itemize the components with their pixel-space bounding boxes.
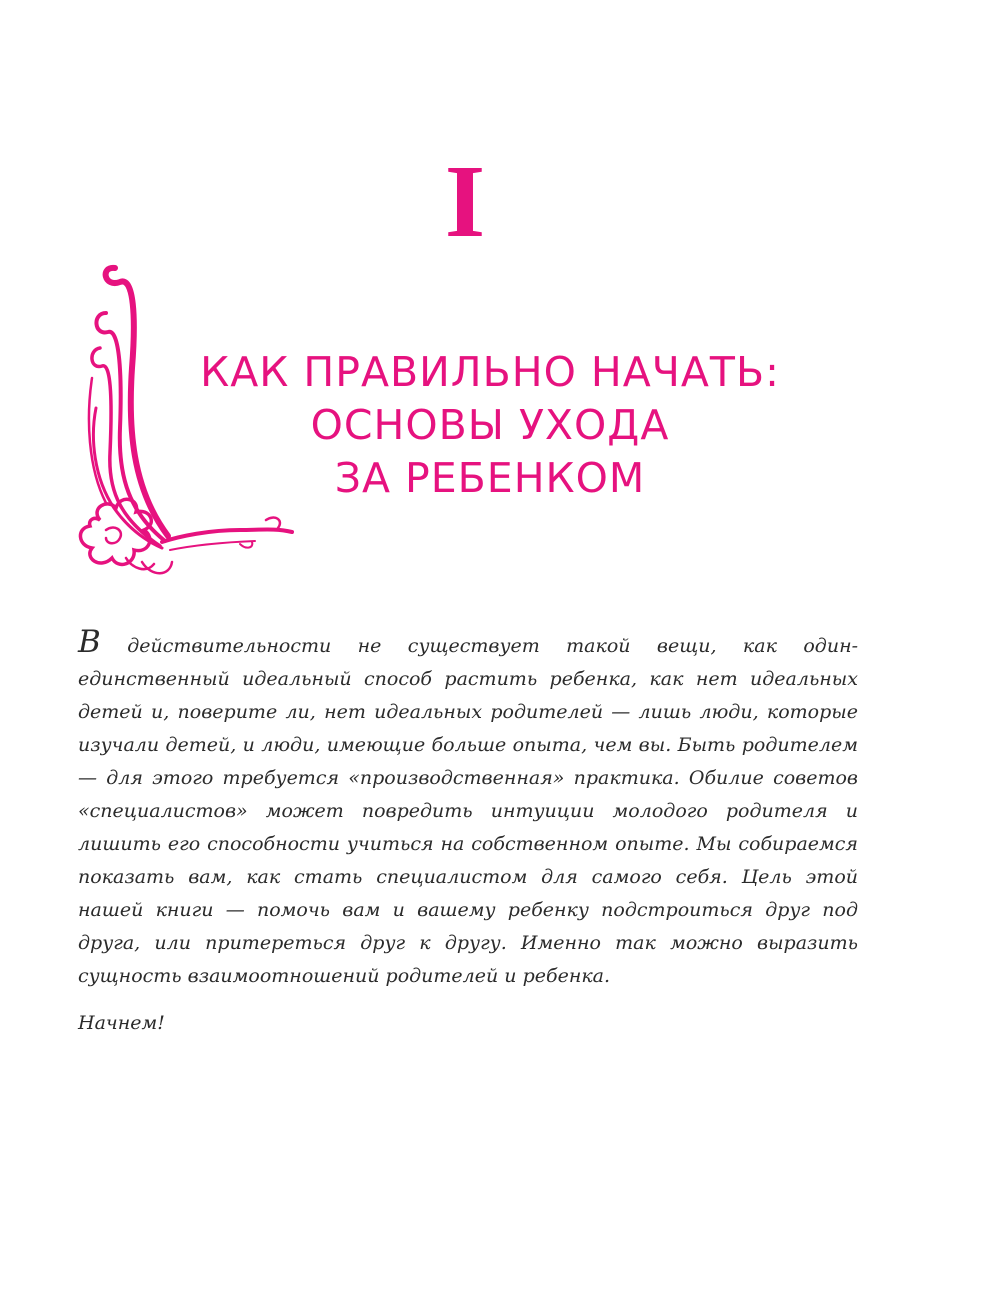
intro-paragraph [78,624,858,993]
chapter-title-line-1: КАК ПРАВИЛЬНО НАЧАТЬ: [200,348,780,396]
body-text [78,624,858,1040]
chapter-title [120,346,860,505]
chapter-title-line-3: ЗА РЕБЕНКОМ [334,454,646,502]
drop-letter: В [78,624,101,660]
closing-line: Начнем! [78,1012,165,1034]
chapter-number: I [444,144,486,259]
paragraph-text: действительности не существует такой вещи, как один-единственный идеальный способ растить ребенка, как нет идеальных детей и, поверите ли, нет идеальных родителей — лишь люди, которые изучали детей, и люди, имеющие больше опыта, чем вы. Быть родителем — для этого требуется «производственная» практика. Обилие советов «специалистов» может повредить интуиции молодого родителя и лишить его способности учиться на собственном опыте. Мы собираемся показать вам, как стать специалистом для самого себя. Цель этой нашей книги — помочь вам и вашему ребенку подстроиться друг под друга, или притереться друг к другу. Именно так можно выразить сущность взаимоотношений родителей и ребенка. [78,635,858,987]
chapter-title-line-2: ОСНОВЫ УХОДА [310,401,670,449]
